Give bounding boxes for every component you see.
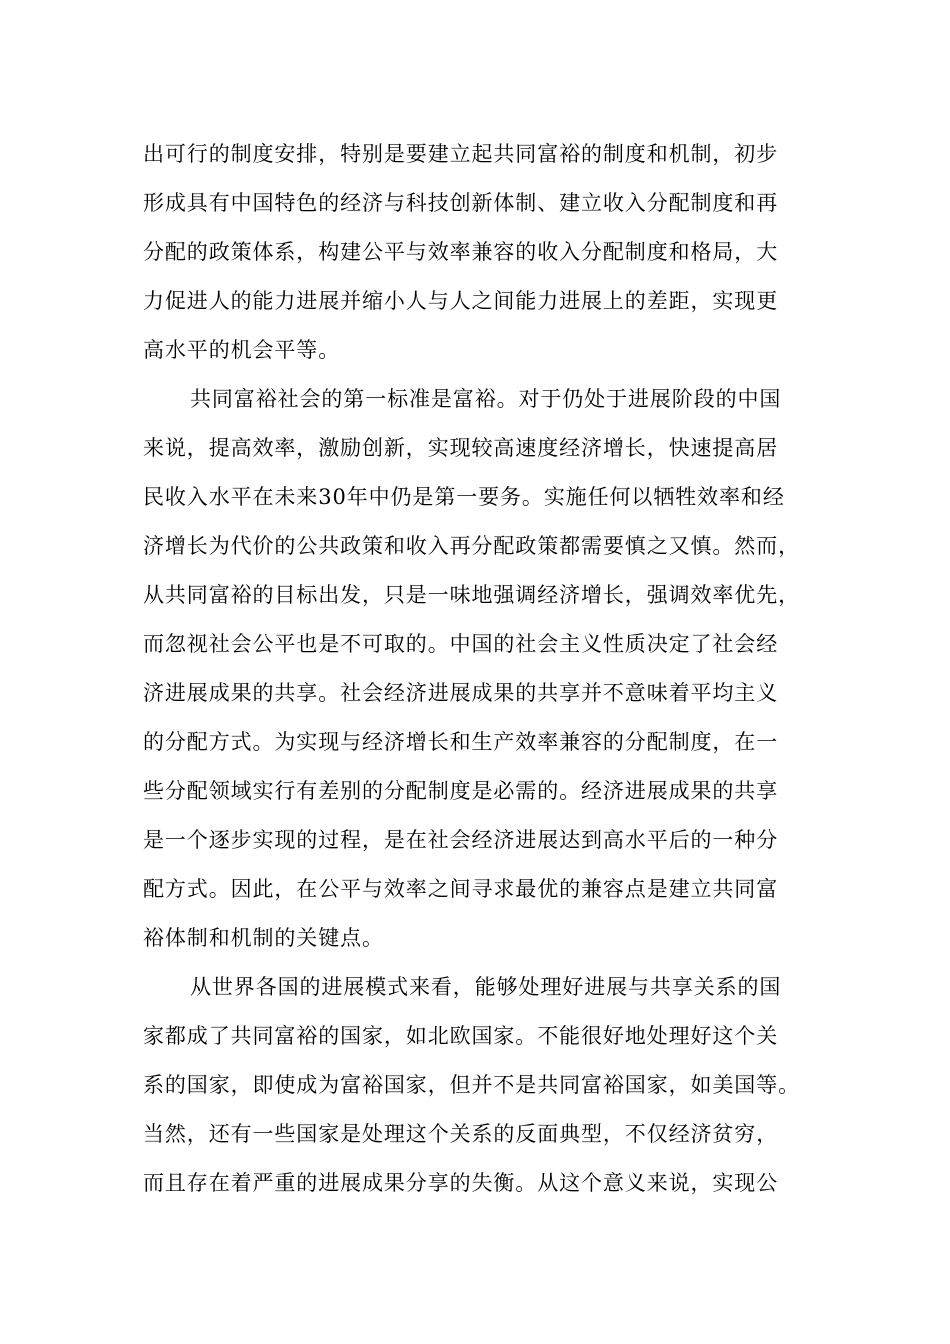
text-line: 济进展成果的共享。社会经济进展成果的共享并不意味着平均主义 — [143, 681, 779, 705]
text-line: 力促进人的能力进展并缩小人与人之间能力进展上的差距，实现更 — [143, 289, 779, 313]
text-line: 从世界各国的进展模式来看，能够处理好进展与共享关系的国 — [190, 975, 782, 999]
text-line: 形成具有中国特色的经济与科技创新体制、建立收入分配制度和再 — [143, 191, 779, 215]
text-line: 些分配领域实行有差别的分配制度是必需的。经济进展成果的共享 — [143, 779, 779, 803]
text-line: 当然，还有一些国家是处理这个关系的反面典型，不仅经济贫穷， — [143, 1122, 779, 1146]
paragraph-1 — [143, 130, 833, 375]
text-line: 出可行的制度安排，特别是要建立起共同富裕的制度和机制，初步 — [143, 142, 779, 166]
text-line: 从共同富裕的目标出发，只是一味地强调经济增长，强调效率优先， — [143, 583, 800, 607]
text-line: 来说，提高效率，激励创新，实现较高速度经济增长，快速提高居 — [143, 436, 779, 460]
text-line: 共同富裕社会的第一标准是富裕。对于仍处于进展阶段的中国 — [190, 387, 782, 411]
text-line: 是一个逐步实现的过程，是在社会经济进展达到高水平后的一种分 — [143, 828, 779, 852]
text-line: 而且存在着严重的进展成果分享的失衡。从这个意义来说，实现公 — [143, 1171, 779, 1195]
text-line: 裕体制和机制的关键点。 — [143, 926, 384, 950]
paragraph-2 — [143, 375, 833, 963]
text-line: 分配的政策体系，构建公平与效率兼容的收入分配制度和格局，大 — [143, 240, 779, 264]
text-line: 家都成了共同富裕的国家，如北欧国家。不能很好地处理好这个关 — [143, 1024, 779, 1048]
text-line: 民收入水平在未来30年中仍是第一要务。实施任何以牺牲效率和经 — [143, 485, 785, 509]
text-line: 配方式。因此，在公平与效率之间寻求最优的兼容点是建立共同富 — [143, 877, 779, 901]
text-line: 的分配方式。为实现与经济增长和生产效率兼容的分配制度，在一 — [143, 730, 779, 754]
text-line: 系的国家，即使成为富裕国家，但并不是共同富裕国家，如美国等。 — [143, 1073, 800, 1097]
body-text — [143, 130, 833, 1208]
paragraph-3 — [143, 963, 833, 1208]
text-line: 而忽视社会公平也是不可取的。中国的社会主义性质决定了社会经 — [143, 632, 779, 656]
text-line: 济增长为代价的公共政策和收入再分配政策都需要慎之又慎。然而， — [143, 534, 800, 558]
text-line: 高水平的机会平等。 — [143, 338, 341, 362]
